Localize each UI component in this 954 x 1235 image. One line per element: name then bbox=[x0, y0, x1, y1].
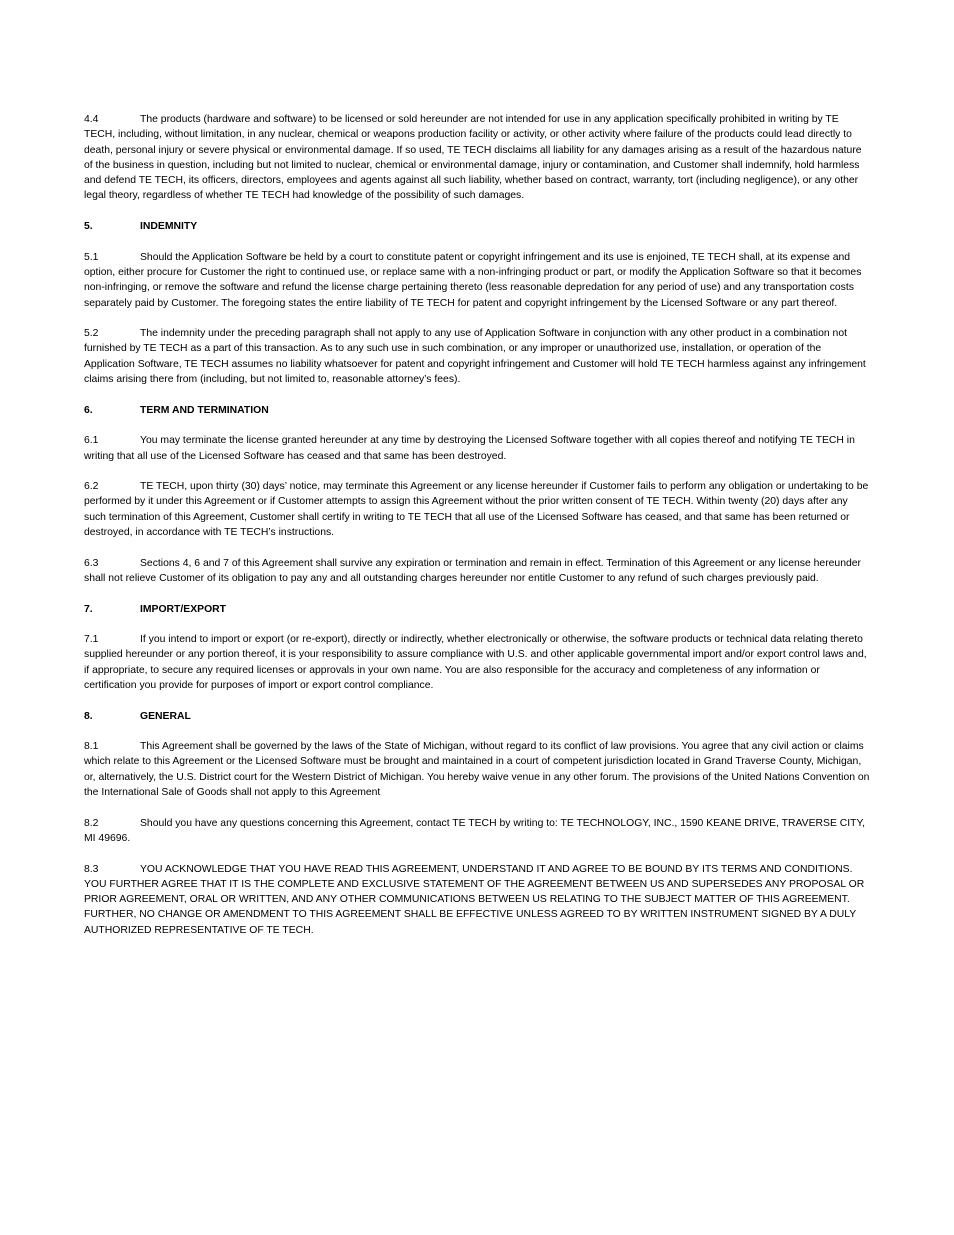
clause-8-2 bbox=[84, 816, 872, 847]
section-number: 8. bbox=[84, 710, 93, 722]
section-heading-7 bbox=[84, 602, 872, 617]
clause-8-1 bbox=[84, 739, 872, 800]
clause-number: 8.3 bbox=[84, 863, 99, 875]
clause-6-1 bbox=[84, 433, 872, 464]
section-title: GENERAL bbox=[140, 710, 191, 722]
clause-text: YOU ACKNOWLEDGE THAT YOU HAVE READ THIS AGREEMENT, UNDERSTAND IT AND AGREE TO BE BOUND BY ITS TERMS AND CONDITIONS. YOU FURTHER AGREE THAT IT IS THE COMPLETE AND EXCLUSIVE STATEMENT OF THE AGREEMENT BETWEEN US AND SUPERSEDES ANY PROPOSAL OR PRIOR AGREEMENT, ORAL OR WRITTEN, AND ANY OTHER COMMUNICATIONS BETWEEN US RELATING TO THE SUBJECT MATTER OF THIS AGREEMENT. FURTHER, NO CHANGE OR AMENDMENT TO THIS AGREEMENT SHALL BE EFFECTIVE UNLESS AGREED TO BY WRITTEN INSTRUMENT SIGNED BY A DULY AUTHORIZED REPRESENTATIVE OF TE TECH. bbox=[84, 863, 865, 936]
section-number: 5. bbox=[84, 221, 93, 233]
section-title: IMPORT/EXPORT bbox=[140, 603, 227, 615]
clause-text: If you intend to import or export (or re-export), directly or indirectly, whether electronically or otherwise, the software products or technical data relating thereto supplied hereunder or any portion thereof, it is your responsibility to assure compliance with U.S. and other applicable governmental import and/or export control laws and, if appropriate, to secure any required licenses or approvals in your own name. You are also responsible for the accuracy and completeness of any information or certification you provide for purposes of import or export control compliance. bbox=[84, 634, 867, 691]
clause-number: 6.2 bbox=[84, 481, 99, 493]
section-title: INDEMNITY bbox=[140, 221, 198, 233]
section-number: 7. bbox=[84, 603, 93, 615]
clause-text: This Agreement shall be governed by the laws of the State of Michigan, without regard to its conflict of law provisions. You agree that any civil action or claims which relate to this Agreement or the Licensed Software must be brought and maintained in a court of competent jurisdiction located in Grand Traverse County, Michigan, or, alternatively, the U.S. District court for the Western District of Michigan. You hereby waive venue in any other forum. The provisions of the United Nations Convention on the International Sale of Goods shall not apply to this Agreement bbox=[84, 741, 870, 799]
clause-number: 6.1 bbox=[84, 435, 99, 447]
clause-text: Should you have any questions concerning this Agreement, contact TE TECH by writing to: TE TECHNOLOGY, INC., 1590 KEANE DRIVE, TRAVERSE CITY, MI 49696. bbox=[84, 817, 865, 844]
section-heading-6 bbox=[84, 403, 872, 418]
clause-number: 5.2 bbox=[84, 328, 99, 340]
clause-text: Sections 4, 6 and 7 of this Agreement shall survive any expiration or termination and remain in effect. Termination of this Agreement or any license hereunder shall not relieve Customer of its obligation to pay any and all outstanding charges hereunder nor entitle Customer to any refund of such charges previously paid. bbox=[84, 557, 862, 584]
clause-number: 8.2 bbox=[84, 817, 99, 829]
clause-number: 8.1 bbox=[84, 741, 99, 753]
clause-text: Should the Application Software be held by a court to constitute patent or copyright infringement and its use is enjoined, TE TECH shall, at its expense and option, either procure for Customer the right to continued use, or replace same with a non-infringing product or part, or modify the Application Software so that it becomes non-infringing, or remove the software and refund the license charge pertaining thereto (less reasonable depredation for any period of use) and any transportation costs separately paid by Customer. The foregoing states the entire liability of TE TECH for patent and copyright infringement by the Licensed Software or any part thereof. bbox=[84, 251, 862, 309]
clause-number: 4.4 bbox=[84, 114, 99, 125]
clause-8-3 bbox=[84, 862, 872, 938]
clause-6-3 bbox=[84, 556, 872, 587]
clause-5-2 bbox=[84, 326, 872, 387]
clause-number: 7.1 bbox=[84, 634, 99, 646]
clause-text: You may terminate the license granted hereunder at any time by destroying the Licensed Software together with all copies thereof and notifying TE TECH in writing that all use of the Licensed Software has ceased and that same has been destroyed. bbox=[84, 435, 855, 462]
section-heading-8 bbox=[84, 709, 872, 724]
clause-number: 6.3 bbox=[84, 557, 99, 569]
section-title: TERM AND TERMINATION bbox=[140, 404, 269, 416]
clause-number: 5.1 bbox=[84, 251, 99, 263]
document-page bbox=[84, 112, 872, 953]
section-number: 6. bbox=[84, 404, 93, 416]
section-heading-5 bbox=[84, 219, 872, 234]
clause-6-2 bbox=[84, 479, 872, 540]
clause-4-4 bbox=[84, 112, 872, 204]
clause-5-1 bbox=[84, 250, 872, 311]
clause-text: The products (hardware and software) to be licensed or sold hereunder are not intended for use in any application specifically prohibited in writing by TE TECH, including, without limitation, in any nuclear, chemical or weapons production facility or activity, or other activity where failure of the products could lead directly to death, personal injury or severe physical or environmental damage. If so used, TE TECH disclaims all liability for any damages arising as a result of the hazardous nature of the business in question, including but not limited to nuclear, chemical or environmental damage, injury or contamination, and Customer shall indemnify, hold harmless and defend TE TECH, its officers, directors, employees and agents against all such liability, whether based on contract, warranty, tort (including negligence), or any other legal theory, regardless of whether TE TECH had knowledge of the possibility of such damages. bbox=[84, 114, 862, 202]
clause-text: The indemnity under the preceding paragraph shall not apply to any use of Application Software in conjunction with any other product in a combination not furnished by TE TECH as a part of this transaction. As to any such use in such combination, or any improper or unauthorized use, installation, or operation of the Application Software, TE TECH assumes no liability whatsoever for patent and copyright infringement and Customer will hold TE TECH harmless against any infringement claims arising there from (including, but not limited to, reasonable attorney’s fees). bbox=[84, 328, 866, 386]
clause-text: TE TECH, upon thirty (30) days’ notice, may terminate this Agreement or any license hereunder if Customer fails to perform any obligation or undertaking to be performed by it under this Agreement or if Customer attempts to assign this Agreement without the prior written consent of TE TECH. Within twenty (20) days after any such termination of this Agreement, Customer shall certify in writing to TE TECH that all use of the Licensed Software has ceased, and that same has been returned or destroyed, in accordance with TE TECH’s instructions. bbox=[84, 481, 869, 539]
clause-7-1 bbox=[84, 632, 872, 693]
